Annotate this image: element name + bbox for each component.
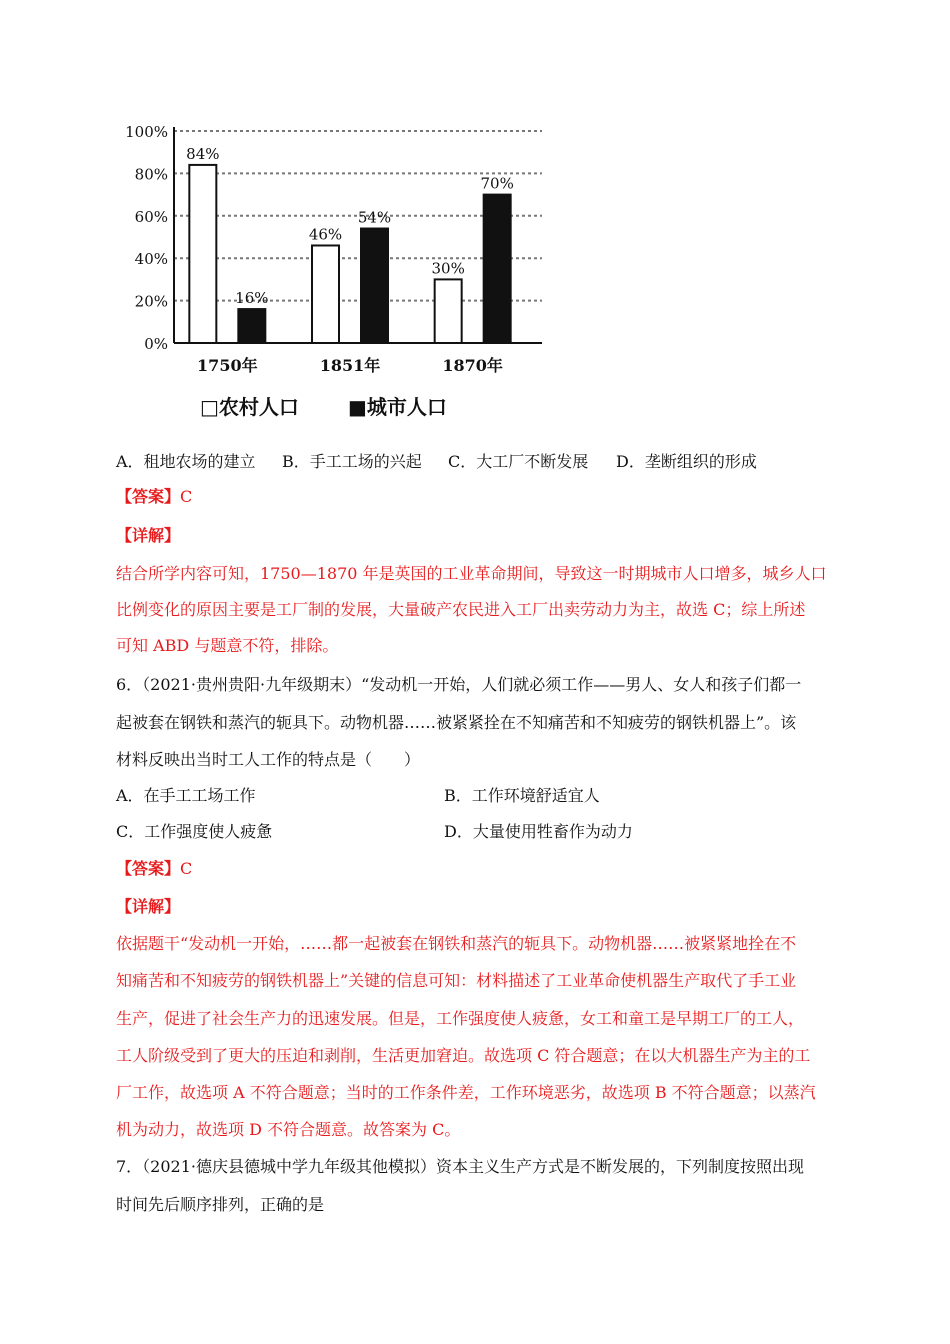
- chart-svg: [112, 110, 552, 430]
- q5-option-a: A．租地农场的建立: [116, 452, 256, 471]
- q6-stem-line: 材料反映出当时工人工作的特点是（ ）: [116, 750, 421, 769]
- legend-item-rural: □农村人口: [200, 395, 299, 419]
- q5-detail-line: 结合所学内容可知，1750—1870 年是英国的工业革命期间，导致这一时期城市人口增多，城乡人口: [116, 564, 827, 583]
- q6-detail-line: 生产，促进了社会生产力的迅速发展。但是，工作强度使人疲惫，女工和童工是早期工厂的工人，: [116, 1009, 805, 1028]
- q6-answer: C: [180, 859, 193, 878]
- y-tick-label: 80%: [134, 165, 168, 184]
- q6-option-a: A．在手工工场工作: [116, 786, 256, 805]
- legend-item-urban: ■城市人口: [348, 395, 447, 419]
- bar: [361, 229, 388, 343]
- q6-answer-row: [116, 858, 192, 880]
- q6-option-b: B．工作环境舒适宜人: [444, 786, 600, 805]
- bar: [238, 309, 265, 343]
- data-label: 46%: [308, 225, 343, 244]
- q7-stem-line: 7．（2021·德庆县德城中学九年级其他模拟）资本主义生产方式是不断发展的，下列制度按照出现: [116, 1157, 804, 1176]
- bar: [435, 279, 462, 343]
- q6-detail-line: 机为动力，故选项 D 不符合题意。故答案为 C。: [116, 1120, 461, 1139]
- q5-option-d: D．垄断组织的形成: [616, 452, 757, 471]
- y-tick-label: 40%: [134, 250, 168, 269]
- q6-answer-label: 【答案】: [116, 859, 181, 878]
- q6-detail-line: 厂工作，故选项 A 不符合题意；当时的工作条件差，工作环境恶劣，故选项 B 不符合题意；以蒸汽: [116, 1083, 816, 1102]
- data-label: 30%: [431, 259, 465, 278]
- q5-option-b: B．手工工场的兴起: [282, 452, 422, 471]
- data-label: 70%: [480, 174, 514, 193]
- data-label: 84%: [186, 144, 220, 163]
- x-tick-label: 1851年: [319, 356, 381, 375]
- q6-stem-line: 6．（2021·贵州贵阳·九年级期末）“发动机一开始，人们就必须工作——男人、女人和孩子们都一: [116, 675, 802, 694]
- x-tick-label: 1870年: [442, 356, 503, 375]
- q5-option-c: C．大工厂不断发展: [448, 452, 589, 471]
- q7-stem-line: 时间先后顺序排列，正确的是: [116, 1195, 325, 1214]
- y-tick-label: 60%: [134, 207, 168, 226]
- q5-detail-label: 【详解】: [116, 526, 181, 545]
- q5-detail-line: 可知 ABD 与题意不符，排除。: [116, 636, 339, 655]
- q5-answer-label: 【答案】: [116, 487, 181, 506]
- x-tick-label: 1750年: [197, 356, 258, 375]
- population-bar-chart: [112, 110, 552, 430]
- q6-detail-line: 依据题干“发动机一开始，……都一起被套在钢铁和蒸汽的轭具下。动物机器……被紧紧地拴在不: [116, 934, 797, 953]
- q6-detail-label: 【详解】: [116, 897, 181, 916]
- q6-option-d: D．大量使用牲畜作为动力: [444, 822, 633, 841]
- q6-option-c: C．工作强度使人疲惫: [116, 822, 273, 841]
- y-tick-label: 100%: [125, 123, 168, 141]
- bar: [189, 165, 216, 343]
- q5-answer-row: [116, 486, 192, 508]
- q6-stem-line: 起被套在钢铁和蒸汽的轭具下。动物机器……被紧紧拴在不知痛苦和不知疲劳的钢铁机器上”。该: [116, 713, 797, 732]
- bar: [312, 245, 339, 343]
- data-label: 16%: [235, 289, 269, 308]
- q6-detail-line: 工人阶级受到了更大的压迫和剥削，生活更加窘迫。故选项 C 符合题意；在以大机器生产为主的工: [116, 1046, 811, 1065]
- data-label: 54%: [357, 208, 392, 227]
- q6-detail-line: 知痛苦和不知疲劳的钢铁机器上”关键的信息可知：材料描述了工业革命使机器生产取代了手工业: [116, 971, 797, 990]
- q5-detail-line: 比例变化的原因主要是工厂制的发展，大量破产农民进入工厂出卖劳动力为主，故选 C；综上所述: [116, 600, 806, 619]
- bar: [484, 195, 511, 343]
- q5-answer: C: [180, 487, 193, 506]
- y-tick-label: 0%: [144, 335, 168, 353]
- y-tick-label: 20%: [134, 292, 168, 311]
